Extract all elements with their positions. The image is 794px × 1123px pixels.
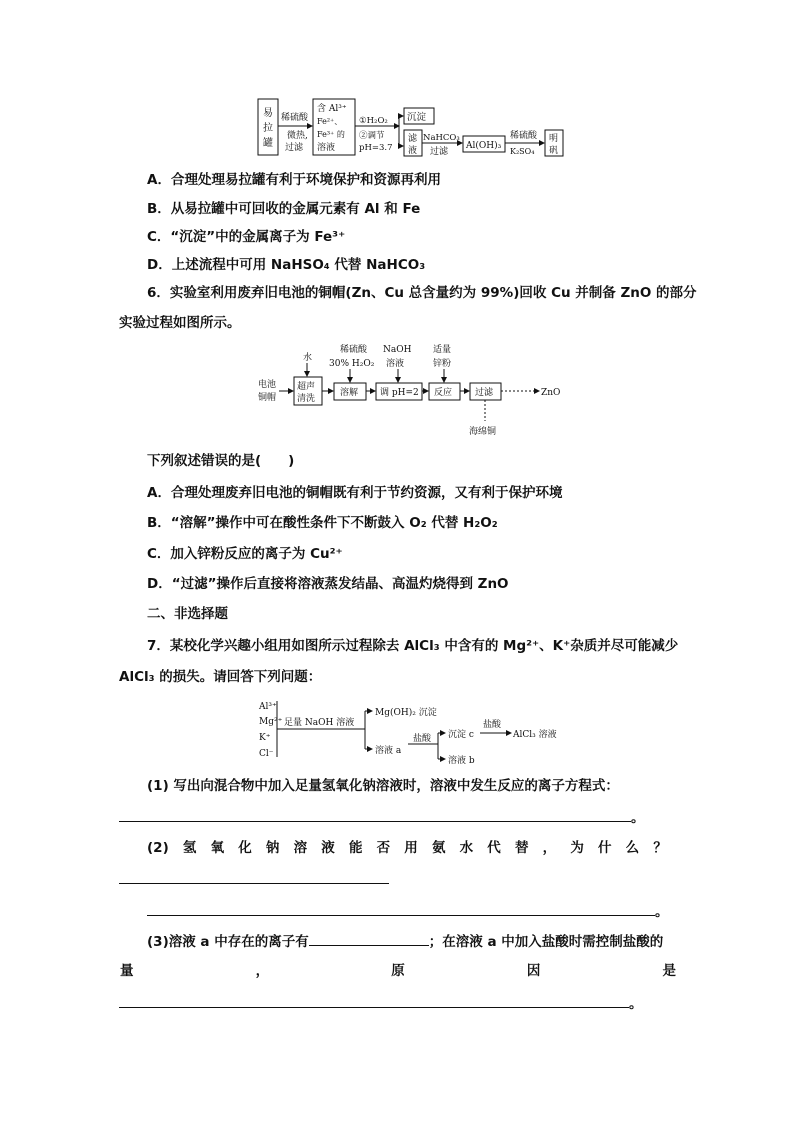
svg-text:Fe³⁺ 的: Fe³⁺ 的 [317, 130, 345, 139]
svg-text:Al³⁺: Al³⁺ [259, 702, 277, 712]
svg-text:Fe²⁺、: Fe²⁺、 [317, 117, 343, 126]
answer-blank[interactable] [147, 902, 655, 916]
svg-text:Mg(OH)₂ 沉淀: Mg(OH)₂ 沉淀 [375, 708, 437, 718]
svg-text:稀硫酸: 稀硫酸 [340, 345, 368, 355]
flow-diagram-alcl3 [255, 697, 575, 769]
svg-text:溶液 a: 溶液 a [375, 746, 402, 756]
svg-text:锌粉: 锌粉 [433, 359, 452, 369]
svg-text:超声: 超声 [297, 382, 316, 392]
svg-text:海绵铜: 海绵铜 [469, 427, 497, 437]
answer-blank[interactable] [119, 870, 389, 884]
svg-text:稀硫酸: 稀硫酸 [510, 131, 538, 141]
svg-text:溶液: 溶液 [386, 359, 405, 369]
svg-text:溶液: 溶液 [317, 143, 336, 153]
svg-text:适量: 适量 [433, 345, 452, 355]
can-char: 易 [263, 108, 273, 119]
answer-blank[interactable] [309, 932, 429, 946]
q7-part3: (3)溶液 a 中存在的离子有 ；在溶液 a 中加入盐酸时需控制盐酸的 [147, 934, 664, 950]
q7-part3-cont: 量 ， 原 因 是 [120, 963, 676, 979]
svg-text:沉淀: 沉淀 [407, 112, 427, 123]
q5-option-a: A．合理处理易拉罐有利于环境保护和资源再利用 [147, 172, 441, 188]
svg-text:溶液 b: 溶液 b [448, 756, 475, 766]
svg-text:调 pH=2: 调 pH=2 [380, 388, 419, 398]
svg-text:过滤: 过滤 [475, 388, 494, 398]
svg-text:K₂SO₄: K₂SO₄ [510, 147, 535, 156]
q7-stem: 7．某校化学兴趣小组用如图所示过程除去 AlCl₃ 中含有的 Mg²⁺、K⁺杂质并尽可能减少 [147, 638, 679, 654]
flow-diagram-can [255, 96, 575, 160]
svg-text:清洗: 清洗 [297, 394, 316, 404]
q6-option-c: C．加入锌粉反应的离子为 Cu²⁺ [147, 546, 343, 562]
can-char: 拉 [263, 123, 273, 134]
svg-text:滤: 滤 [408, 134, 418, 144]
flow-diagram-battery [255, 341, 575, 439]
can-char: 罐 [263, 138, 273, 149]
q6-stem: 6．实验室利用废弃旧电池的铜帽(Zn、Cu 总含量约为 99%)回收 Cu 并制备 ZnO 的部分 [147, 285, 697, 301]
svg-text:足量 NaOH 溶液: 足量 NaOH 溶液 [284, 718, 355, 728]
svg-text:K⁺: K⁺ [259, 733, 271, 743]
svg-text:①H₂O₂: ①H₂O₂ [359, 116, 388, 126]
svg-text:Al(OH)₃: Al(OH)₃ [466, 141, 502, 151]
svg-text:30% H₂O₂: 30% H₂O₂ [329, 359, 375, 369]
svg-text:铜帽: 铜帽 [258, 393, 277, 403]
svg-text:沉淀 c: 沉淀 c [448, 730, 474, 740]
svg-text:过滤: 过滤 [430, 147, 449, 157]
svg-text:溶解: 溶解 [340, 388, 359, 398]
svg-text:pH=3.7: pH=3.7 [359, 143, 393, 153]
svg-text:NaHCO₃: NaHCO₃ [423, 133, 460, 143]
svg-text:液: 液 [408, 146, 418, 156]
svg-text:含 Al³⁺: 含 Al³⁺ [317, 104, 347, 114]
q6-stem-cont: 实验过程如图所示。 [119, 315, 241, 331]
q6-question: 下列叙述错误的是( ) [147, 453, 295, 469]
answer-blank[interactable] [119, 994, 629, 1008]
q7-part3-answer: 。 [119, 994, 643, 1013]
svg-text:ZnO: ZnO [541, 388, 561, 398]
q5-option-c: C．“沉淀”中的金属离子为 Fe³⁺ [147, 229, 346, 245]
q7-part1-answer: 。 [119, 808, 645, 827]
q5-option-d: D．上述流程中可用 NaHSO₄ 代替 NaHCO₃ [147, 257, 426, 273]
svg-text:Mg²⁺: Mg²⁺ [259, 717, 283, 727]
svg-text:微热,: 微热, [287, 131, 308, 141]
q7-part2: (2) 氢 氧 化 钠 溶 液 能 否 用 氨 水 代 替 ， 为 什 么 ？ [147, 840, 667, 856]
svg-text:稀硫酸: 稀硫酸 [281, 113, 309, 123]
svg-text:矾: 矾 [549, 146, 559, 156]
q7-part2-blank-line2: 。 [147, 902, 669, 921]
answer-blank[interactable] [119, 808, 631, 822]
q6-option-b: B．“溶解”操作中可在酸性条件下不断鼓入 O₂ 代替 H₂O₂ [147, 515, 498, 531]
q7-part1: (1) 写出向混合物中加入足量氢氧化钠溶液时，溶液中发生反应的离子方程式： [147, 778, 619, 794]
svg-text:过滤: 过滤 [285, 143, 304, 153]
section-heading: 二、非选择题 [147, 606, 228, 622]
q7-part2-blank-line1 [119, 870, 389, 889]
q5-option-b: B．从易拉罐中可回收的金属元素有 Al 和 Fe [147, 201, 421, 217]
q6-option-a: A．合理处理废弃旧电池的铜帽既有利于节约资源，又有利于保护环境 [147, 485, 563, 501]
svg-text:盐酸: 盐酸 [483, 720, 502, 730]
svg-text:②调节: ②调节 [359, 131, 385, 141]
svg-text:水: 水 [303, 353, 313, 363]
svg-text:反应: 反应 [434, 388, 453, 398]
svg-text:Cl⁻: Cl⁻ [259, 749, 274, 759]
q6-option-d: D．“过滤”操作后直接将溶液蒸发结晶、高温灼烧得到 ZnO [147, 576, 509, 592]
svg-text:NaOH: NaOH [383, 345, 412, 355]
svg-text:AlCl₃ 溶液: AlCl₃ 溶液 [513, 730, 557, 740]
svg-text:电池: 电池 [258, 380, 277, 390]
q7-stem-cont: AlCl₃ 的损失。请回答下列问题： [119, 669, 322, 685]
svg-text:明: 明 [549, 134, 559, 144]
svg-text:盐酸: 盐酸 [413, 734, 432, 744]
